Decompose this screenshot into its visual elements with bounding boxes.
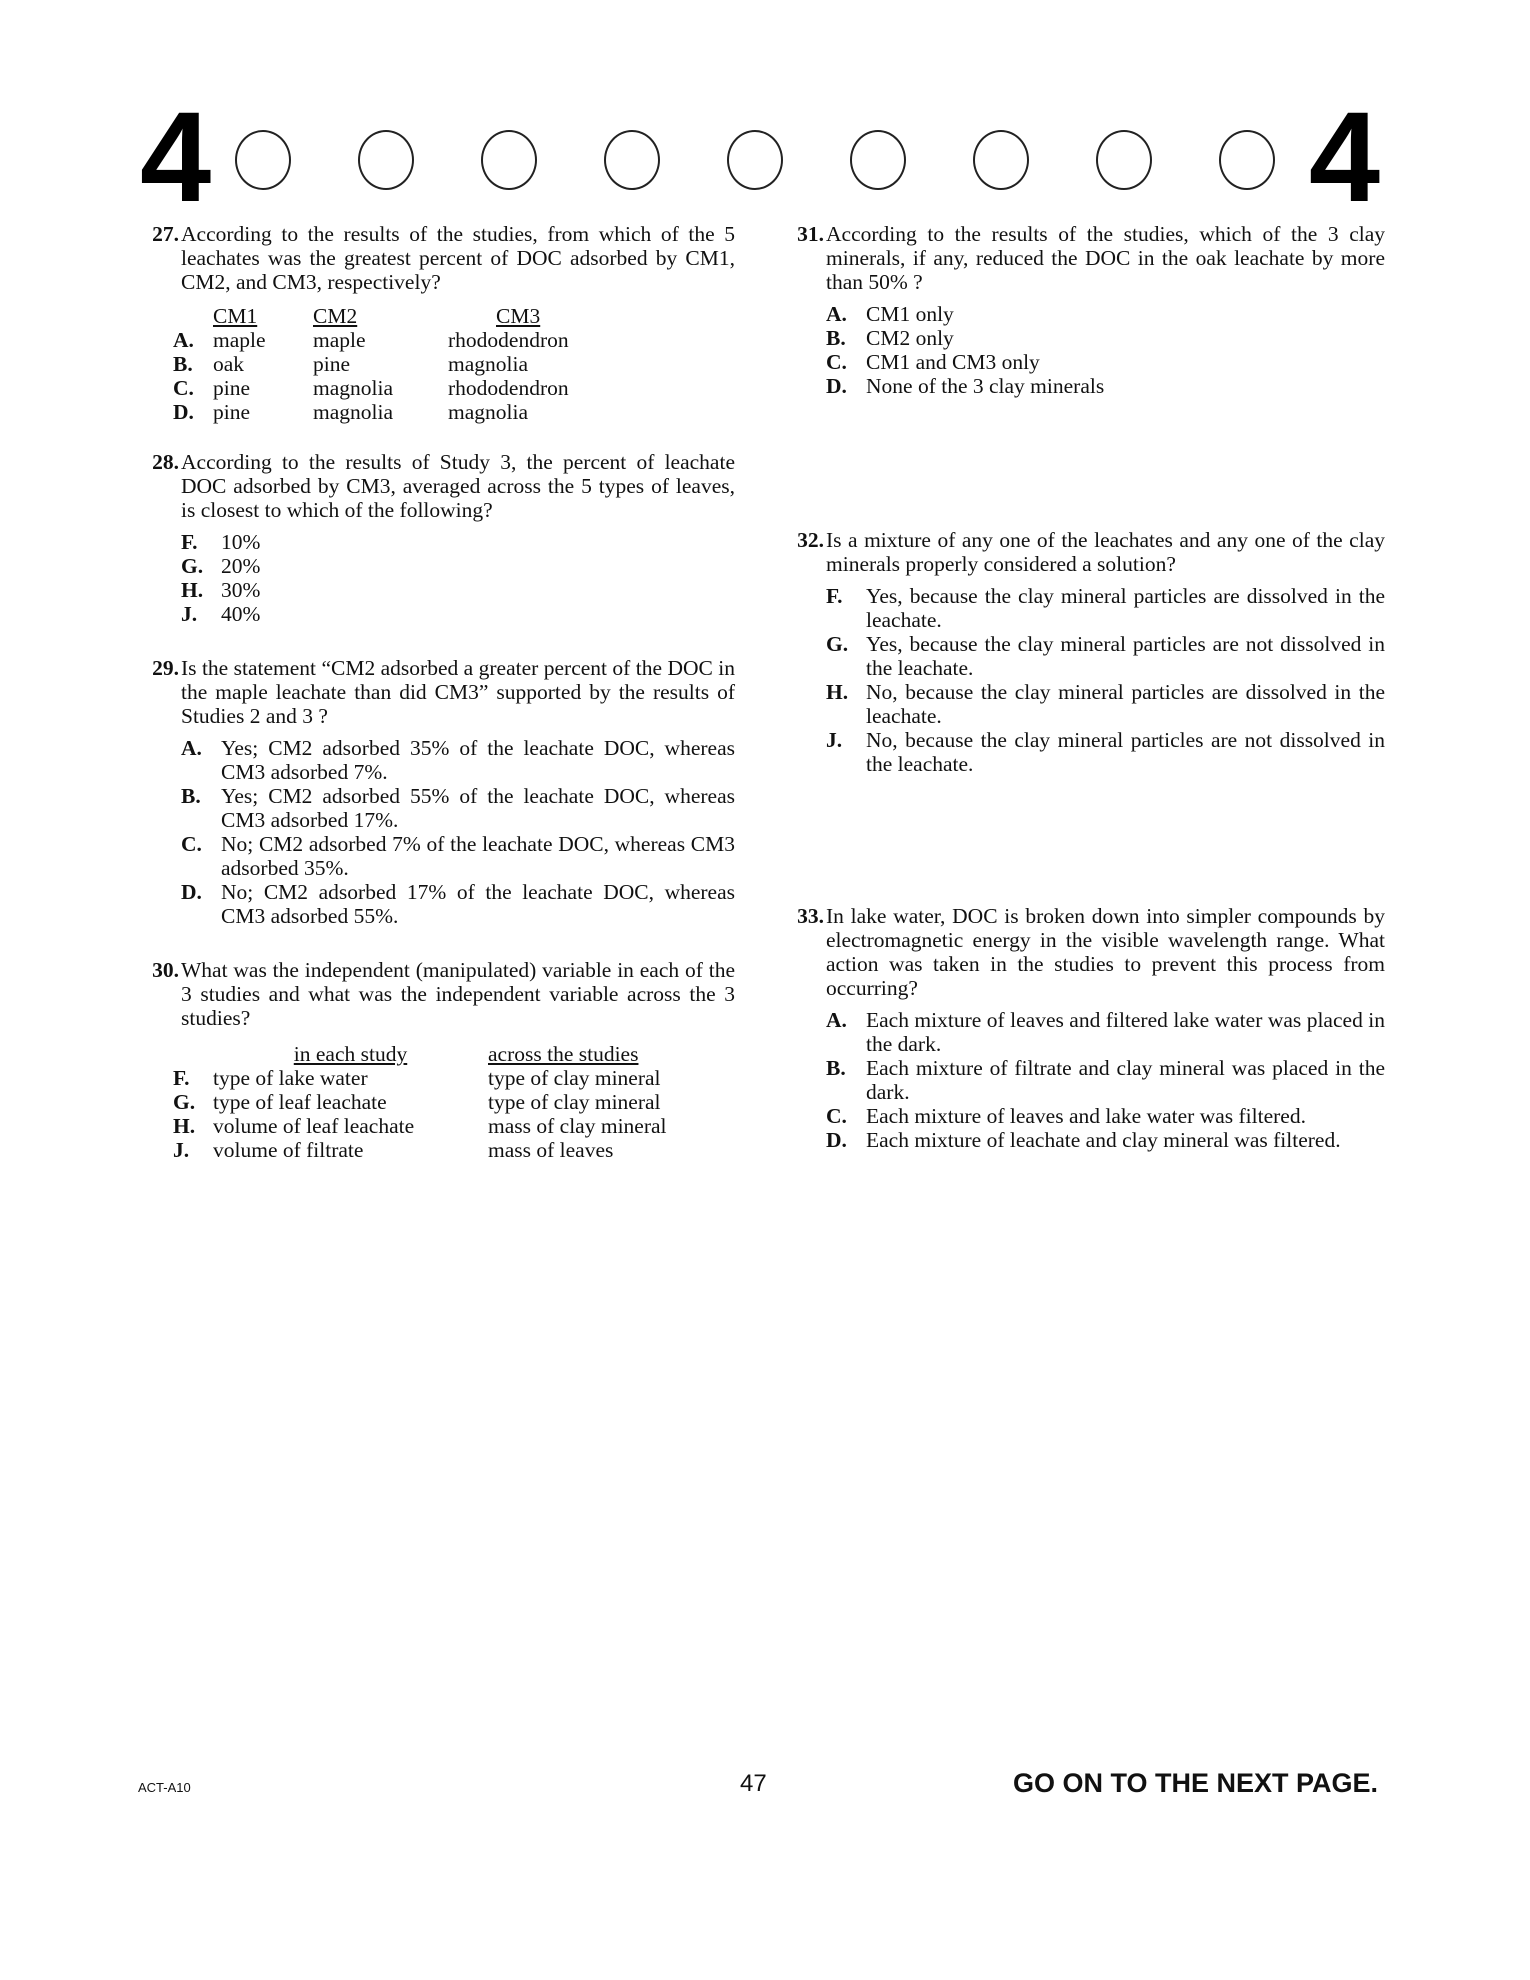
answer-cell: magnolia — [313, 400, 394, 424]
question-text: According to the results of the studies, which of the 3 clay minerals, if any, reduced the DOC in the oak leachate by more than 50% ? — [826, 222, 1385, 294]
question-text: In lake water, DOC is broken down into simpler compounds by electromagnetic energy in the visible wavelength range. What action was taken in the studies to prevent this process from occurring? — [826, 904, 1385, 1000]
answer-label: H. — [181, 578, 204, 602]
answer-label: B. — [173, 352, 193, 376]
answer-label: C. — [173, 376, 194, 400]
answer-row[interactable] — [173, 1066, 703, 1090]
answer-label: F. — [826, 584, 843, 608]
answer-option[interactable] — [181, 784, 735, 832]
section-number-right: 4 — [1308, 86, 1380, 229]
answer-label: B. — [826, 326, 846, 350]
answer-cell: type of clay mineral — [488, 1090, 661, 1114]
answer-option[interactable] — [181, 578, 735, 602]
answer-text: Each mixture of filtrate and clay mineral was placed in the dark. — [866, 1056, 1385, 1104]
question-text: Is the statement “CM2 adsorbed a greater percent of the DOC in the maple leachate than did CM3” supported by the results of Studies 2 and 3 ? — [181, 656, 735, 728]
answer-label: F. — [173, 1066, 190, 1090]
answer-text: 20% — [221, 554, 261, 578]
question-27 — [135, 222, 735, 424]
answer-option[interactable] — [181, 530, 735, 554]
answer-label: C. — [181, 832, 202, 856]
answer-cell: volume of leaf leachate — [213, 1114, 415, 1138]
answer-option[interactable] — [181, 736, 735, 784]
answer-label: D. — [181, 880, 202, 904]
answer-row[interactable] — [173, 376, 656, 400]
banner-circle — [481, 130, 537, 190]
answer-row[interactable] — [173, 1138, 703, 1162]
answer-text: Yes; CM2 adsorbed 55% of the leachate DOC, whereas CM3 adsorbed 17%. — [221, 784, 735, 832]
answer-cell: pine — [213, 376, 251, 400]
answer-option[interactable] — [826, 1128, 1385, 1152]
section-number-left: 4 — [140, 86, 212, 229]
answer-cell: magnolia — [448, 352, 529, 376]
answer-row[interactable] — [173, 1090, 703, 1114]
banner-circle — [1219, 130, 1275, 190]
answer-label: D. — [173, 400, 194, 424]
answer-text: CM1 and CM3 only — [866, 350, 1040, 374]
answer-label: D. — [826, 374, 847, 398]
page-number: 47 — [740, 1770, 767, 1797]
answer-cell: volume of filtrate — [213, 1138, 364, 1162]
question-32 — [780, 528, 1385, 776]
answer-cell: oak — [213, 352, 245, 376]
answer-text: Yes; CM2 adsorbed 35% of the leachate DOC, whereas CM3 adsorbed 7%. — [221, 736, 735, 784]
answer-label: G. — [173, 1090, 196, 1114]
answer-cell: mass of clay mineral — [488, 1114, 667, 1138]
answer-option[interactable] — [826, 584, 1385, 632]
answer-option[interactable] — [826, 374, 1385, 398]
answer-text: No, because the clay mineral particles are not dissolved in the leachate. — [866, 728, 1385, 776]
answer-cell: maple — [313, 328, 366, 352]
answer-table — [173, 1042, 703, 1162]
answer-cell: magnolia — [313, 376, 394, 400]
section-banner — [140, 86, 1380, 229]
answer-cell: mass of leaves — [488, 1138, 614, 1162]
question-number: 29. — [152, 656, 179, 680]
answer-text: CM1 only — [866, 302, 954, 326]
column-header: in each study — [293, 1042, 408, 1066]
answer-cell: type of leaf leachate — [213, 1090, 387, 1114]
answer-text: 10% — [221, 530, 261, 554]
answer-label: A. — [826, 1008, 847, 1032]
answer-row[interactable] — [173, 328, 656, 352]
question-number: 31. — [797, 222, 824, 246]
answer-cell: type of clay mineral — [488, 1066, 661, 1090]
answer-text: Each mixture of leaves and filtered lake water was placed in the dark. — [866, 1008, 1385, 1056]
question-text: According to the results of the studies, from which of the 5 leachates was the greatest percent of DOC adsorbed by CM1, CM2, and CM3, respectively? — [181, 222, 735, 294]
question-31 — [780, 222, 1385, 398]
banner-circle — [604, 130, 660, 190]
answer-option[interactable] — [826, 680, 1385, 728]
answer-label: J. — [181, 602, 198, 626]
answer-option[interactable] — [181, 880, 735, 928]
answer-cell: maple — [213, 328, 266, 352]
banner-circle — [850, 130, 906, 190]
answer-option[interactable] — [826, 1008, 1385, 1056]
answer-cell: rhododendron — [448, 328, 569, 352]
question-number: 28. — [152, 450, 179, 474]
banner-circle — [973, 130, 1029, 190]
answer-text: None of the 3 clay minerals — [866, 374, 1105, 398]
banner-circle — [358, 130, 414, 190]
answer-cell: type of lake water — [213, 1066, 368, 1090]
next-page-notice: GO ON TO THE NEXT PAGE. — [1012, 1768, 1378, 1798]
question-number: 30. — [152, 958, 179, 982]
answer-option[interactable] — [181, 602, 735, 626]
answer-cell: rhododendron — [448, 376, 569, 400]
form-code: ACT-A10 — [138, 1780, 191, 1795]
answer-option[interactable] — [826, 632, 1385, 680]
answer-label: B. — [181, 784, 201, 808]
answer-option[interactable] — [826, 728, 1385, 776]
answer-cell: pine — [213, 400, 251, 424]
answer-option[interactable] — [181, 832, 735, 880]
answer-option[interactable] — [181, 554, 735, 578]
question-29 — [135, 656, 735, 928]
answer-table — [173, 304, 656, 424]
question-text: What was the independent (manipulated) variable in each of the 3 studies and what was the independent variable across the 3 studies? — [181, 958, 735, 1030]
answer-label: D. — [826, 1128, 847, 1152]
answer-text: Each mixture of leaves and lake water was filtered. — [866, 1104, 1306, 1128]
right-column — [780, 222, 1385, 1152]
answer-label: J. — [826, 728, 843, 752]
answer-text: No; CM2 adsorbed 7% of the leachate DOC, whereas CM3 adsorbed 35%. — [221, 832, 735, 880]
answer-label: A. — [826, 302, 847, 326]
answer-text: Yes, because the clay mineral particles are not dissolved in the leachate. — [866, 632, 1385, 680]
answer-text: CM2 only — [866, 326, 954, 350]
answer-option[interactable] — [826, 1056, 1385, 1104]
question-33 — [780, 904, 1385, 1152]
answer-label: H. — [826, 680, 849, 704]
answer-cell: magnolia — [448, 400, 529, 424]
answer-text: No, because the clay mineral particles are dissolved in the leachate. — [866, 680, 1385, 728]
answer-label: H. — [173, 1114, 196, 1138]
left-column — [135, 222, 735, 1162]
banner-circle — [727, 130, 783, 190]
question-text: Is a mixture of any one of the leachates and any one of the clay minerals properly considered a solution? — [826, 528, 1385, 576]
column-header: CM1 — [213, 304, 258, 328]
answer-option[interactable] — [826, 302, 1385, 326]
answer-text: No; CM2 adsorbed 17% of the leachate DOC, whereas CM3 adsorbed 55%. — [221, 880, 735, 928]
answer-text: Yes, because the clay mineral particles are dissolved in the leachate. — [866, 584, 1385, 632]
answer-row[interactable] — [173, 400, 656, 424]
answer-text: 40% — [221, 602, 261, 626]
answer-option[interactable] — [826, 1104, 1385, 1128]
question-number: 33. — [797, 904, 824, 928]
answer-label: G. — [181, 554, 204, 578]
answer-label: G. — [826, 632, 849, 656]
answer-text: 30% — [221, 578, 261, 602]
question-28 — [135, 450, 735, 626]
banner-circle — [1096, 130, 1152, 190]
banner-circle — [235, 130, 291, 190]
question-number: 27. — [152, 222, 179, 246]
answer-row[interactable] — [173, 352, 656, 376]
answer-option[interactable] — [826, 350, 1385, 374]
answer-text: Each mixture of leachate and clay mineral was filtered. — [866, 1128, 1341, 1152]
answer-row[interactable] — [173, 1114, 703, 1138]
answer-label: C. — [826, 1104, 847, 1128]
column-header: CM3 — [496, 304, 541, 328]
column-header: CM2 — [313, 304, 358, 328]
question-number: 32. — [797, 528, 824, 552]
answer-label: A. — [173, 328, 194, 352]
answer-label: B. — [826, 1056, 846, 1080]
question-text: According to the results of Study 3, the percent of leachate DOC adsorbed by CM3, averaged across the 5 types of leaves, is closest to which of the following? — [181, 450, 735, 522]
answer-label: C. — [826, 350, 847, 374]
answer-option[interactable] — [826, 326, 1385, 350]
answer-label: F. — [181, 530, 198, 554]
question-30 — [135, 958, 735, 1162]
answer-cell: pine — [313, 352, 351, 376]
answer-label: J. — [173, 1138, 190, 1162]
column-header: across the studies — [488, 1042, 639, 1066]
banner-circles — [235, 130, 1275, 194]
answer-label: A. — [181, 736, 202, 760]
